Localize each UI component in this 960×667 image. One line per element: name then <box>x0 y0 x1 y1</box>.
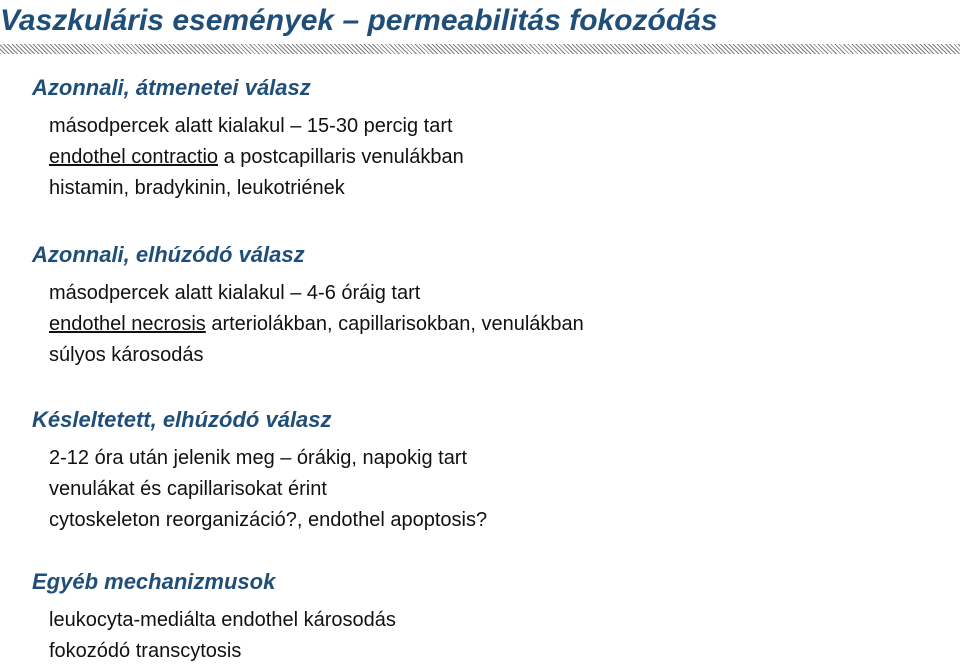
list-item-text: arteriolákban, capillarisokban, venulákban <box>205 313 584 335</box>
list-item: fokozódó transcytosis <box>49 640 242 662</box>
list-item: leukocyta-mediálta endothel károsodás <box>49 609 396 631</box>
list-item: súlyos károsodás <box>49 344 204 366</box>
section-heading: Késleltetett, elhúzódó válasz <box>32 407 332 432</box>
section-immediate-transient <box>0 73 960 204</box>
list-item: cytoskeleton reorganizáció?, endothel apoptosis? <box>49 509 488 531</box>
list-item: venulákat és capillarisokat érint <box>49 478 327 500</box>
list-item: másodpercek alatt kialakul – 15-30 percig tart <box>49 115 453 137</box>
underlined-term: endothel contractio <box>49 146 219 168</box>
page-title: Vaszkuláris események – permeabilitás fokozódás <box>0 4 718 37</box>
section-other-mechanisms <box>0 567 960 667</box>
title-divider <box>0 44 960 54</box>
list-item <box>49 142 960 173</box>
underlined-term: endothel necrosis <box>49 313 206 335</box>
section-immediate-sustained <box>0 240 960 371</box>
list-item-text: a postcapillaris venulákban <box>218 146 464 168</box>
list-item: histamin, bradykinin, leukotriének <box>49 177 345 199</box>
section-delayed-prolonged <box>0 405 960 536</box>
list-item: 2-12 óra után jelenik meg – órákig, napokig tart <box>49 447 468 469</box>
list-item <box>49 309 960 340</box>
section-heading: Azonnali, elhúzódó válasz <box>32 242 305 267</box>
section-heading: Egyéb mechanizmusok <box>32 569 276 594</box>
section-heading: Azonnali, átmenetei válasz <box>32 75 311 100</box>
list-item: másodpercek alatt kialakul – 4-6 óráig tart <box>49 282 421 304</box>
